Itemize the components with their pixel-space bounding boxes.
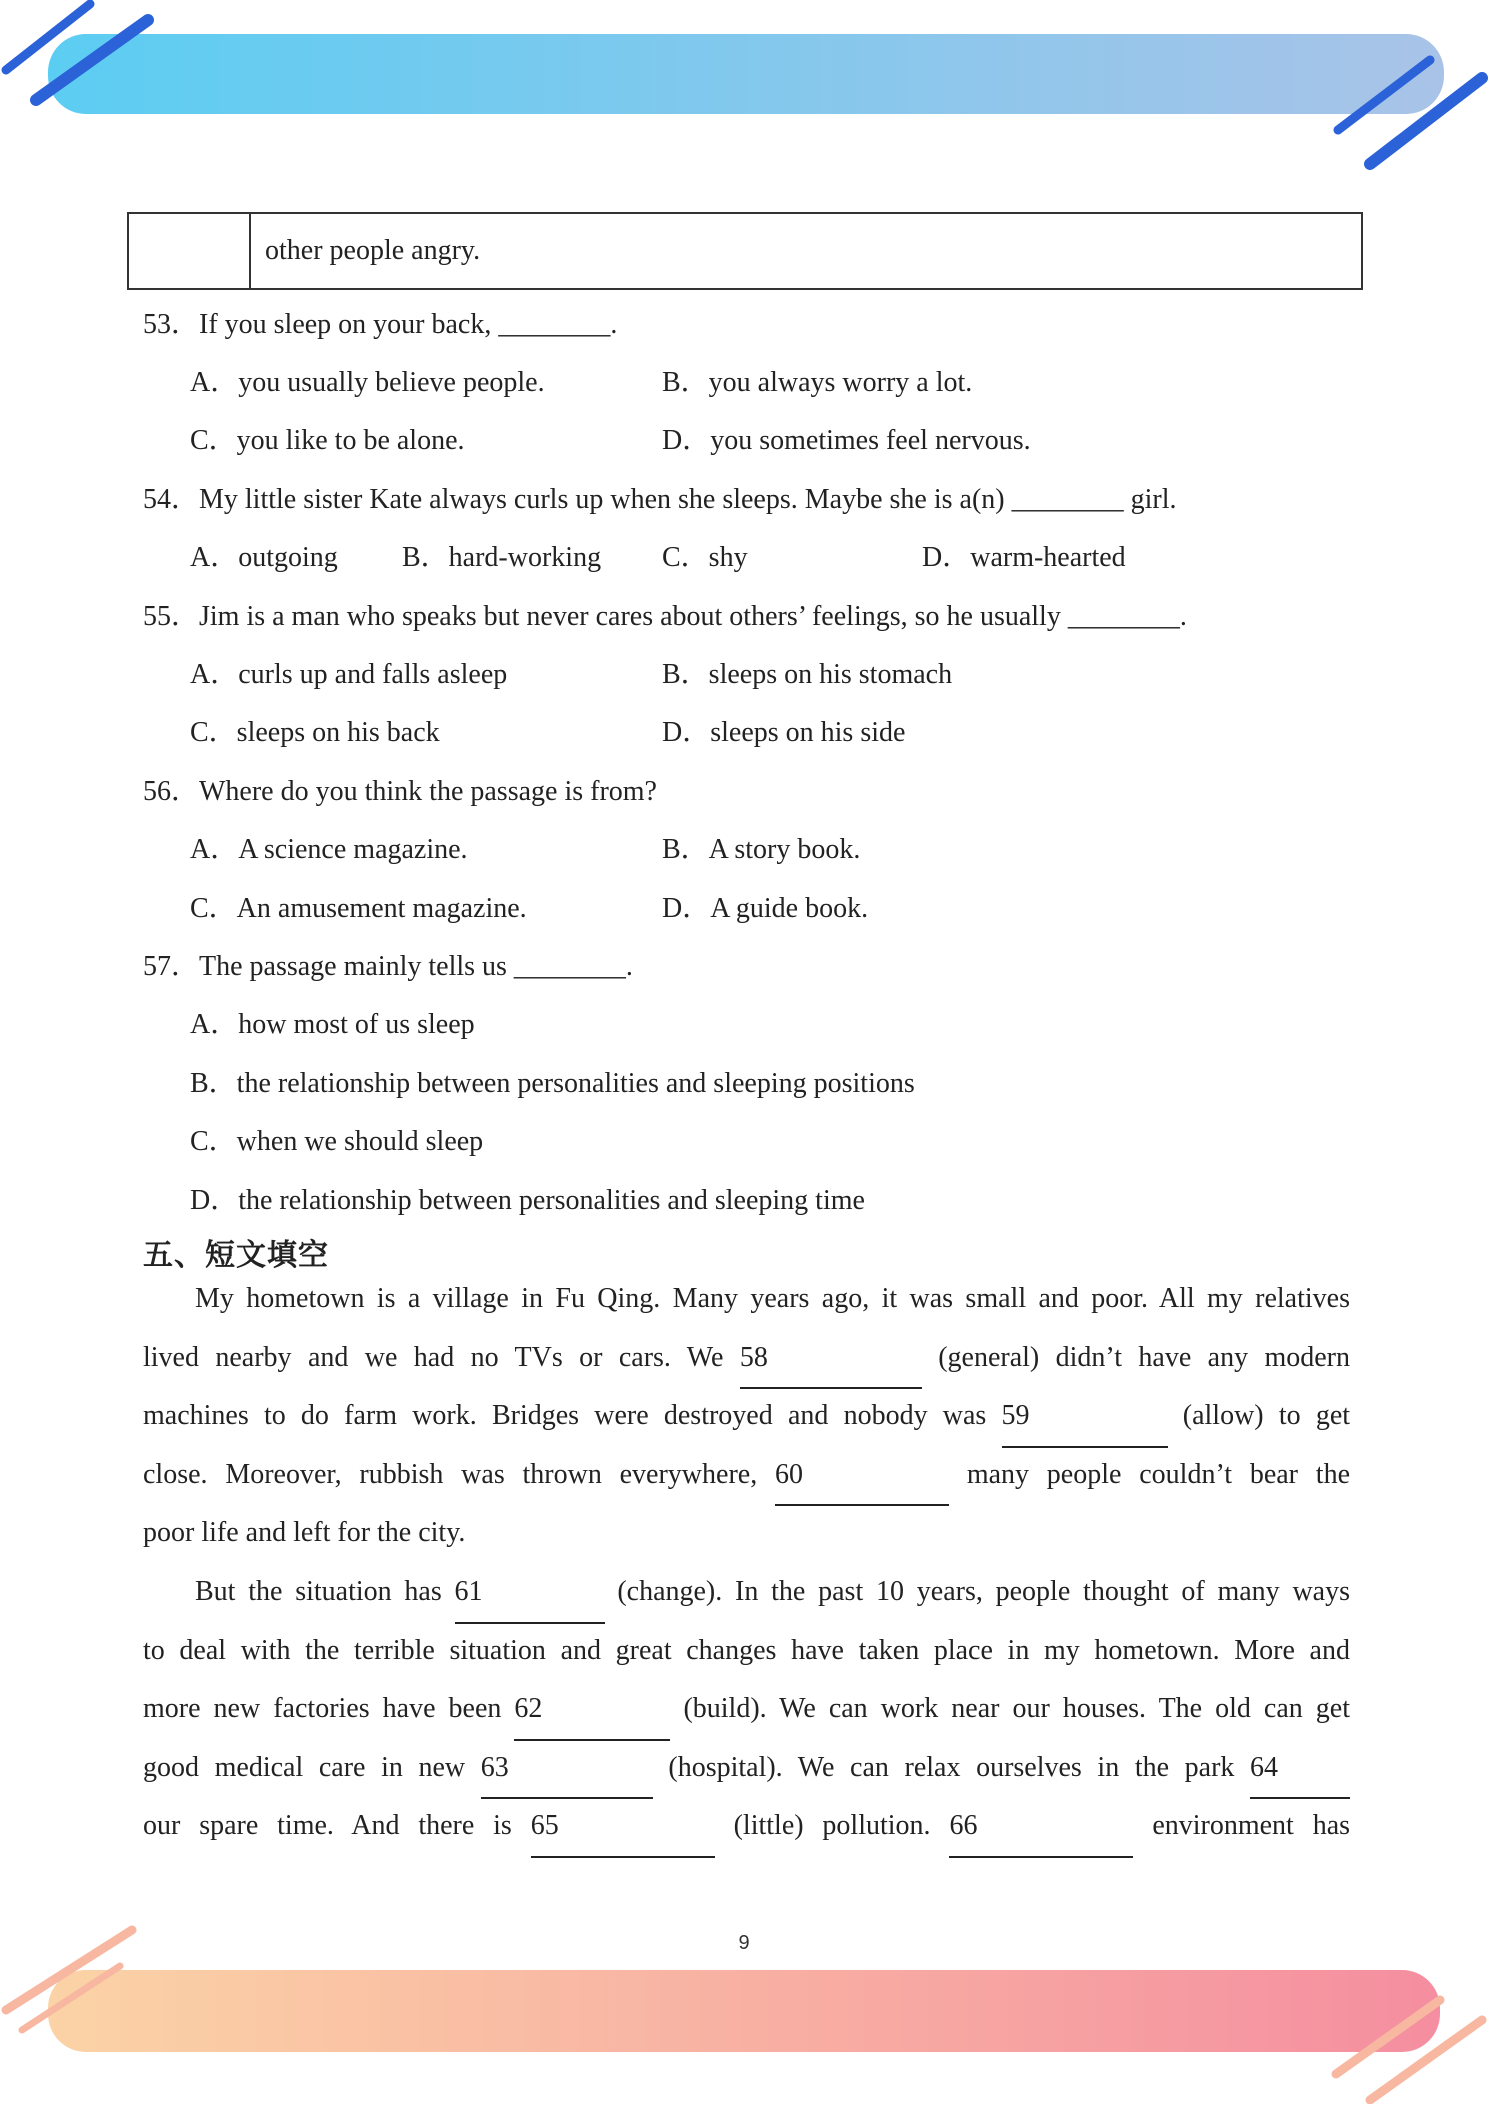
- passage-text: (hospital). We can relax ourselves in the park: [668, 1751, 1235, 1783]
- passage-text: (change). In the past 10 years, people thought of many ways: [617, 1576, 1351, 1607]
- passage-line: [143, 1387, 1350, 1446]
- question-57-option-b: B．the relationship between personalities and sleeping positions: [190, 1068, 915, 1099]
- question-55-stem: 55．Jim is a man who speaks but never cares about others’ feelings, so he usually ________.: [143, 601, 1187, 632]
- passage-paragraph-2: [143, 1563, 1350, 1856]
- question-54-option-b: B．hard-working: [402, 542, 602, 573]
- passage-line: [143, 1680, 1350, 1739]
- question-54-option-d: D．warm-hearted: [922, 542, 1126, 573]
- passage-line: [143, 1563, 1350, 1622]
- passage-text: lived nearby and we had no TVs or cars. We: [143, 1341, 724, 1373]
- passage-text: good medical care in new: [143, 1751, 466, 1783]
- question-55-option-d: D．sleeps on his side: [662, 717, 906, 748]
- passage-text: (build). We can work near our houses. The old can get: [683, 1693, 1351, 1725]
- question-53-stem: 53．If you sleep on your back, ________.: [143, 309, 618, 340]
- question-54-option-a: A．outgoing: [190, 542, 338, 573]
- passage-text: many people couldn’t bear the: [966, 1458, 1351, 1490]
- page-number: 9: [738, 1932, 750, 1954]
- passage-text: machines to do farm work. Bridges were destroyed and nobody was: [143, 1400, 987, 1432]
- question-53-option-b: B．you always worry a lot.: [662, 367, 973, 398]
- passage-line: [143, 1446, 1350, 1505]
- blank-62[interactable]: 62: [514, 1680, 670, 1741]
- blank-64[interactable]: 64: [1250, 1739, 1350, 1800]
- question-56-option-d: D．A guide book.: [662, 893, 869, 924]
- question-57-stem: 57．The passage mainly tells us ________.: [143, 951, 633, 982]
- passage-text: But the situation has: [195, 1576, 442, 1607]
- table-cell-left: [129, 214, 251, 288]
- passage-text: more new factories have been: [143, 1693, 502, 1725]
- question-54-option-c: C．shy: [662, 542, 748, 573]
- blank-59[interactable]: 59: [1002, 1387, 1168, 1448]
- question-53-option-c: C．you like to be alone.: [190, 425, 465, 456]
- question-56-option-b: B．A story book.: [662, 834, 861, 865]
- section-title: 五、短文填空: [143, 1238, 329, 1273]
- question-56-option-c: C．An amusement magazine.: [190, 893, 527, 924]
- passage-line: My hometown is a village in Fu Qing. Many years ago, it was small and poor. All my relatives: [195, 1283, 1350, 1314]
- passage-line: [143, 1329, 1350, 1388]
- passage-text: environment has: [1152, 1810, 1351, 1842]
- question-54-stem: 54．My little sister Kate always curls up when she sleeps. Maybe she is a(n) ________ girl.: [143, 484, 1177, 515]
- passage-line: poor life and left for the city.: [143, 1517, 466, 1549]
- blank-66[interactable]: 66: [949, 1797, 1133, 1858]
- question-56-option-a: A．A science magazine.: [190, 834, 468, 865]
- question-55-option-a: A．curls up and falls asleep: [190, 659, 508, 690]
- blank-65[interactable]: 65: [531, 1797, 715, 1858]
- question-56-stem: 56．Where do you think the passage is from?: [143, 776, 657, 807]
- table-cell-right: other people angry.: [265, 235, 481, 266]
- passage-paragraph-1: [143, 1270, 1350, 1563]
- question-57-option-c: C．when we should sleep: [190, 1126, 484, 1157]
- blank-61[interactable]: 61: [455, 1563, 605, 1624]
- passage-line: to deal with the terrible situation and great changes have taken place in my hometown. More and: [143, 1634, 1350, 1666]
- question-55-option-b: B．sleeps on his stomach: [662, 659, 953, 690]
- question-53-option-a: A．you usually believe people.: [190, 367, 545, 398]
- table-fragment: [127, 212, 1363, 290]
- question-53-option-d: D．you sometimes feel nervous.: [662, 425, 1031, 456]
- question-55-option-c: C．sleeps on his back: [190, 717, 440, 748]
- blank-58[interactable]: 58: [740, 1329, 922, 1390]
- question-57-option-a: A．how most of us sleep: [190, 1009, 475, 1040]
- passage-line: [143, 1797, 1350, 1856]
- question-57-option-d: D．the relationship between personalities and sleeping time: [190, 1185, 865, 1216]
- passage-text: close. Moreover, rubbish was thrown everywhere,: [143, 1458, 758, 1490]
- passage-text: (general) didn’t have any modern: [938, 1341, 1350, 1373]
- passage-text: our spare time. And there is: [143, 1810, 512, 1842]
- blank-60[interactable]: 60: [775, 1446, 949, 1507]
- blank-63[interactable]: 63: [481, 1739, 653, 1800]
- passage-text: (little) pollution.: [733, 1810, 931, 1842]
- passage-text: (allow) to get: [1182, 1400, 1351, 1432]
- passage-line: [143, 1739, 1350, 1798]
